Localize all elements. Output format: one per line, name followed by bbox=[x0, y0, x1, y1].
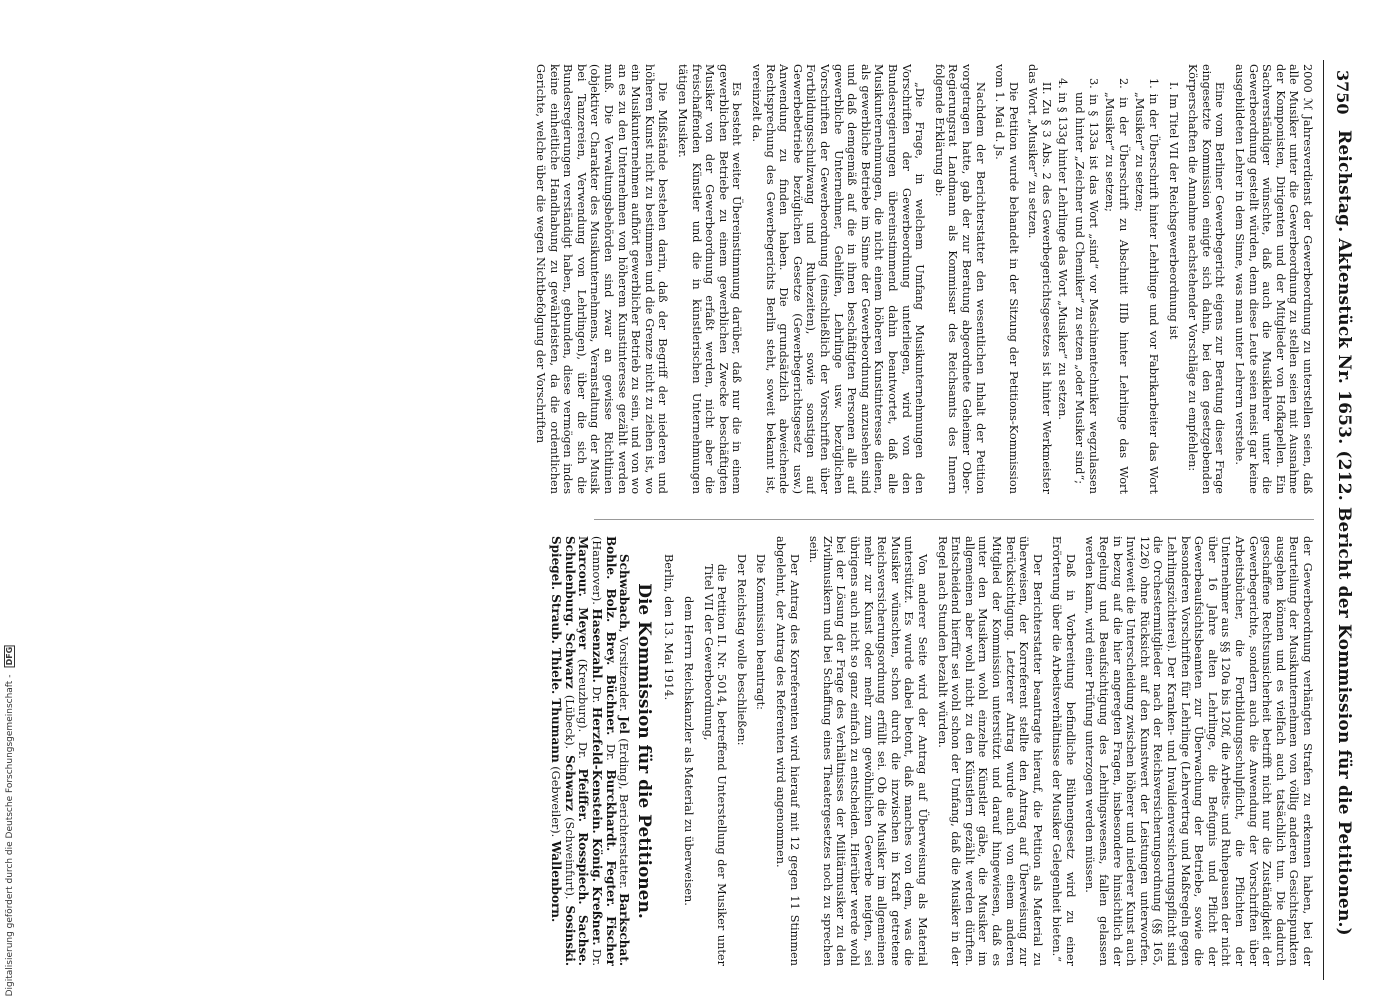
dfg-logo: DFG bbox=[4, 646, 14, 666]
running-header: Reichstag. Aktenstück Nr. 1653. (212. Bericht der Kommission für die Petitionen.) bbox=[1334, 130, 1354, 936]
member-info: Dr. bbox=[590, 945, 604, 966]
member-info: (Gebweiler). bbox=[549, 762, 563, 841]
member-name: Herzfeld-Kenstein. König. Kreßner. bbox=[590, 706, 605, 946]
paragraph: Daß in Vorbereitung befindliche Bühnengesetz wird zu einer Erörterung über die Arbeitsverhältnisse der Musiker Gelegenheit bieten.“ bbox=[1050, 536, 1077, 966]
paragraph: der Gewerbeordnung verhängten Strafen zu erkennen haben, bei der Beurteilung der Musikunternehmen von völlig anderen Gesichtspunkten ausgehen können und es vielfach auch tatsächlich tun. Die dadurch geschaffene Rechtsunsicherheit betrifft nicht nur die Zuständigkeit der Gewerbegerichte, sondern auch die Anwendung der Vorschriften über Arbeitsbücher, die Fortbildungsschulpflicht, die Pflichten der Unternehmer aus §§ 120a bis 120f, die Arbeits- und Ruhepausen der nicht über 16 Jahre alten Lehrlinge, die Befugnis und Pflicht der Gewerbeaufsichtsbeamten zur Überwachung der Betriebe, sowie die besonderen Vorschriften für Lehrlinge (Lehrvertrag und Maßregeln gegen Lehrlingszüchterei). Der Kranken- und Invalidenversicherungspflicht sind die Orchestermitglieder nach der Reichsversicherungsordnung (§§ 165, 1226) ohne Rücksicht auf den Kunstwert der Leistungen unterworfen. Inwieweit die Unterscheidung zwischen höherer und niederer Kunst auch in bezug auf die hier angeregten Fragen, insbesondere hinsichtlich der Regelung und Beaufsichtigung des Lehrlingswesens, fallen gelassen werden kann, wird einer Prüfung unterzogen werden müssen. bbox=[1083, 536, 1314, 966]
column-rule bbox=[594, 519, 1314, 520]
member-info: (Lübeck). bbox=[562, 688, 576, 756]
member-name: Hasenzahl. bbox=[590, 608, 605, 683]
paragraph: 2000 ℳ Jahresverdienst der Gewerbeordnung zu unterstellen seien, daß alle Musiker unter die Gewerbeordnung zu stellen seien mit Ausnahme der Komponisten, Dirigenten und der Mitglieder von Hofkapellen. Ein Sachverständiger wünschte, daß auch die Musiklehrer unter die Gewerbeordnung gestellt würden, denn diese Leute seien meist gar keine ausgebildeten Lehrer in dem Sinne, was man unter Lehrern verstehe. bbox=[1233, 64, 1314, 494]
motion-text: die Petition II. Nr. 5014, betreffend Unterstellung der Musiker unter Titel VII der Gewerbeordnung, bbox=[701, 564, 729, 966]
member-name: Barkschat. Bohle. Bolz. Brey. Büchner. bbox=[603, 536, 632, 966]
list-item: 2. in der Überschrift zu Abschnitt IIIb hinter Lehrlinge das Wort „Musiker“ zu setzen; bbox=[1103, 78, 1130, 494]
member-info: (Erding), Berichterstatter. bbox=[617, 733, 631, 894]
paragraph: Eine vom Berliner Gewerbegericht eigens zur Beratung dieser Frage eingesetzte Kommission einigte sich dahin, bei den gesetzgebenden Körperschaften die Annahme nachstehender Vorschläge zu empfehlen: bbox=[1186, 64, 1227, 494]
list-item: 1. in der Überschrift hinter Lehrlinge und vor Fabrikarbeiter das Wort „Musiker“ zu setzen; bbox=[1133, 78, 1161, 494]
right-column bbox=[314, 536, 1314, 966]
member-info: Dr. bbox=[590, 682, 604, 707]
member-info: , Vorsitzender. bbox=[617, 629, 631, 717]
member-info: (Schweinfurt). bbox=[562, 811, 576, 906]
member-name: Wallenborn. bbox=[549, 840, 564, 923]
motion-text: dem Herrn Reichskanzler als Material zu überweisen. bbox=[682, 596, 696, 906]
motion-heading: Die Kommission beantragt: bbox=[754, 554, 768, 710]
rotated-page bbox=[105, 60, 1360, 980]
quote-paragraph: „Die Frage, in welchem Umfang Musikunternehmungen den Vorschriften der Gewerbeordnung unterliegen, wird von den Bundesregierungen übereinstimmend dahin beantwortet, daß alle Musikunternehmungen, die nicht einem höheren Kunstinteresse dienen, als gewerbliche Betriebe im Sinne der Gewerbeordnung anzusehen sind und daß demgemäß auf die in ihnen beschäftigten Personen alle auf gewerbliche Unternehmer, Gehilfen, Lehrlinge usw. bezüglichen Vorschriften der Gewerbeordnung (einschließlich der Vorschriften über Fortbildungsschulzwang und Ruhezeiten), sowie sonstigen auf Gewerbebetriebe bezüglichen Gesetze (Gewerbegerichtsgesetz usw.) Anwendung zu finden haben. Die grundsätzlich abweichende Rechtsprechung des Gewerbegerichts Berlin steht, soweit bekannt ist, vereinzelt da. bbox=[750, 64, 927, 494]
paragraph: Von anderer Seite wird der Antrag auf Überweisung als Material unterstützt. Es wurde dabei betont, daß manches von dem, was die Musiker wünschten, schon durch die inzwischen in Kraft getretene Reichsversicherungsordnung erfüllt sei. Ob die Musiker im allgemeinen mehr zur Kunst oder mehr zum gewöhnlichen Gewerbe neigten, sei übrigens auch nicht so ganz einfach zu entscheiden. Hierüber werde wohl bei der Lösung der Frage des Verhältnisses der Militärmusiker zu den Zivilmusikern und bei Schaffung eines Theatergesetzes noch zu sprechen sein. bbox=[807, 536, 929, 966]
member-name: Pfeiffer. Rosspiech. Sachse. Schulenburg. Schwarz bbox=[562, 536, 591, 966]
paragraph: Der Berichterstatter beantragte hierauf, die Petition als Material zu überweisen, der Korreferent stellte den Antrag auf Überweisung zur Berücksichtigung. Letzterer Antrag wurde auch von einem anderen Mitglied der Kommission unterstützt und darauf hingewiesen, daß es unter den Musikern wohl einzelne Künstler gäbe, die Musiker im allgemeinen aber wohl nicht zu den Künstlern gezählt werden dürften. Entscheidend hierfür sei wohl schon der Umfang, daß die Musiker in der Regel nach Stunden bezahlt würden. bbox=[935, 536, 1044, 966]
list-item: 4. in § 133g hinter Lehrlinge das Wort „Musiker“ zu setzen. bbox=[1056, 78, 1070, 421]
member-name: Marcour. Meyer bbox=[576, 536, 591, 650]
motion-text: Der Reichstag wolle beschließen: bbox=[734, 554, 748, 746]
member-info: (Kreuzburg). Dr. bbox=[576, 649, 590, 769]
member-name: Schwarz bbox=[562, 755, 577, 812]
signature-title: Die Kommission für die Petitionen. bbox=[633, 583, 654, 919]
paragraph: Nachdem der Berichterstatter den wesentlichen Inhalt der Petition vorgetragen hatte, gab der zur Beratung abgeordnete Geheimer Ober-Regierungsrat Landmann als Kommissar des Reichsamts des Innern folgende Erklärung ab: bbox=[932, 64, 987, 494]
digitization-note bbox=[0, 0, 18, 1000]
member-list bbox=[549, 536, 631, 966]
member-name: Schwabach bbox=[617, 554, 632, 629]
left-column bbox=[114, 64, 1314, 494]
paragraph: Die Petition wurde behandelt in der Sitzung der Petitions-Kommission vom 1. Mai d. Js. bbox=[993, 64, 1020, 494]
date-line: Berlin, den 13. Mai 1914. bbox=[662, 554, 676, 701]
member-name: Burckhardt. Fegter. Fischer bbox=[603, 769, 618, 966]
section-heading-i: I. Im Titel VII der Reichsgewerbeordnung ist bbox=[1166, 82, 1180, 340]
digitization-note-text: Digitalisierung gefördert durch die Deutsche Forschungsgemeinschaft - bbox=[4, 674, 15, 996]
list-item: 3. in § 133a ist das Wort „sind“ vor Maschinentechniker wegzulassen und hinter „Zeichner und Chemiker“ zu setzen „oder Musiker sind“; bbox=[1073, 78, 1100, 494]
quote-paragraph: Die Mißstände bestehen darin, daß der Begriff der niederen und höheren Kunst nicht zu bestimmen und die Grenze nicht zu ziehen ist, wo ein Musikunternehmen aufhört gewerblicher Betrieb zu sein, und von wo an es zu den Unternehmen von höherem Kunstinteresse gezählt werden muß. Die Verwaltungsbehörden sind zwar an gewisse Richtlinien (objektiver Charakter des Musikunternehmens, Veranstaltung der Musik bei Tanzereien, Verwendung von Lehrlingen), über die sich die Bundesregierungen verständigt haben, gebunden, diese vermögen indes keine einheitliche Handhabung zu gewährleisten, da die ordentlichen Gerichte, welche über die wegen Nichtbefolgung der Vorschriften bbox=[534, 64, 670, 494]
page-header bbox=[1323, 60, 1360, 980]
member-name: Jel bbox=[617, 716, 632, 734]
member-info: Dr. bbox=[603, 735, 617, 770]
section-heading-ii: II. Zu § 3 Abs. 2 des Gewerbegerichtsgesetzes ist hinter Werkmeister das Wort „Musiker“ zu setzen. bbox=[1026, 64, 1053, 494]
member-info: (Hannover). bbox=[590, 536, 604, 609]
paragraph: Der Antrag des Korreferenten wird hierauf mit 12 gegen 11 Stimmen abgelehnt, der Antrag des Referenten wird angenommen. bbox=[774, 536, 801, 966]
member-name: Sosinski. Spiegel. Straub. Thiele. Thumann bbox=[549, 536, 577, 966]
quote-paragraph: Es besteht weiter Übereinstimmung darüber, daß nur die in einem gewerblichen Betriebe zu einem gewerblichen Zwecke beschäftigten Musiker von der Gewerbeordnung erfaßt werden, nicht aber die freischaffenden Künstler und die in künstlerischen Unternehmungen tätigen Musiker. bbox=[676, 64, 744, 494]
page-number: 3750 bbox=[1333, 70, 1352, 115]
